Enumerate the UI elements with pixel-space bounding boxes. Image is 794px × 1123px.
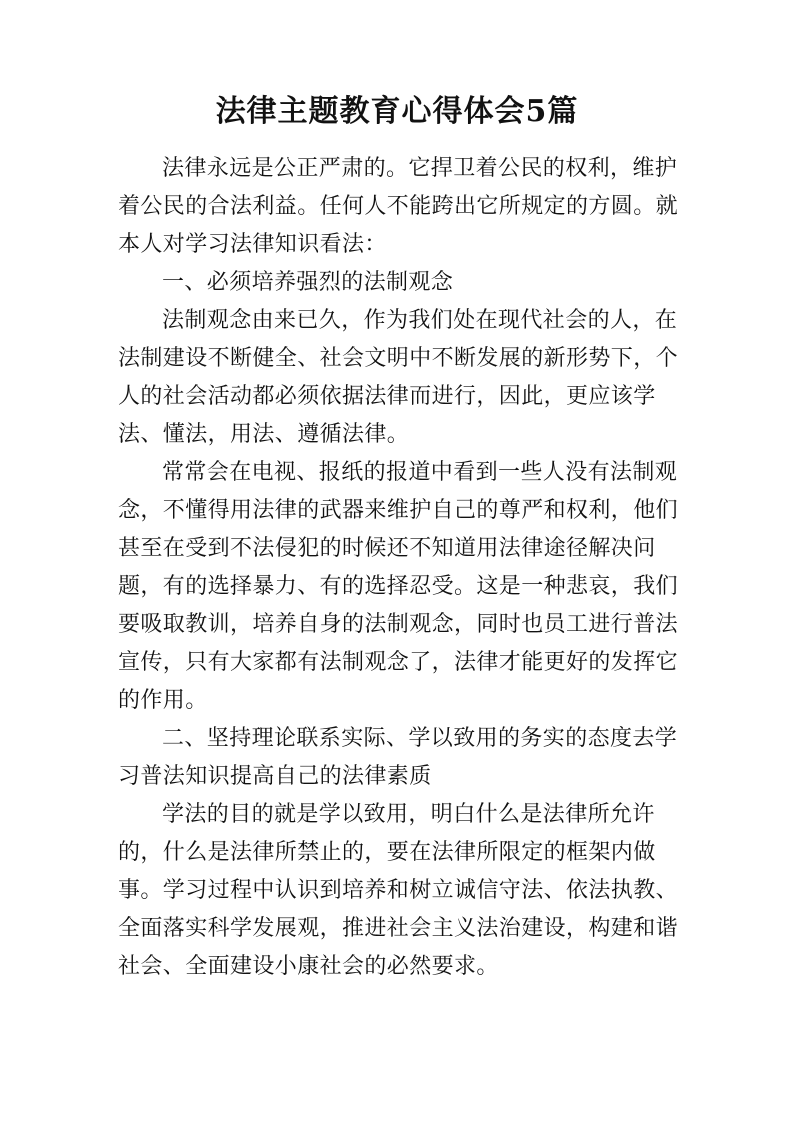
paragraph-intro: 法律永远是公正严肃的。它捍卫着公民的权利，维护着公民的合法利益。任何人不能跨出它所规定的方圆。就本人对学习法律知识看法： [118, 156, 679, 257]
section-heading-1: 一、必须培养强烈的法制观念 [162, 270, 454, 295]
paragraph-2: 常常会在电视、报纸的报道中看到一些人没有法制观念，不懂得用法律的武器来维护自己的尊严和权利，他们甚至在受到不法侵犯的时候还不知道用法律途径解决问题，有的选择暴力、有的选择忍受。这是一种悲哀，我们要吸取教训，培养自身的法制观念，同时也员工进行普法宣传，只有大家都有法制观念了，法律才能更好的发挥它的作用。 [118, 460, 679, 713]
section-heading-2: 二、坚持理论联系实际、学以致用的务实的态度去学习普法知识提高自己的法律素质 [118, 726, 678, 789]
paragraph-3: 学法的目的就是学以致用，明白什么是法律所允许的，什么是法律所禁止的，要在法律所限定的框架内做事。学习过程中认识到培养和树立诚信守法、依法执教、全面落实科学发展观，推进社会主义法治建设，构建和谐社会、全面建设小康社会的必然要求。 [118, 802, 679, 979]
document-title: 法律主题教育心得体会5篇 [215, 94, 579, 129]
document-body [118, 150, 678, 986]
paragraph-1: 法制观念由来已久，作为我们处在现代社会的人，在法制建设不断健全、社会文明中不断发展的新形势下，个人的社会活动都必须依据法律而进行，因此，更应该学法、懂法，用法、遵循法律。 [118, 308, 679, 447]
